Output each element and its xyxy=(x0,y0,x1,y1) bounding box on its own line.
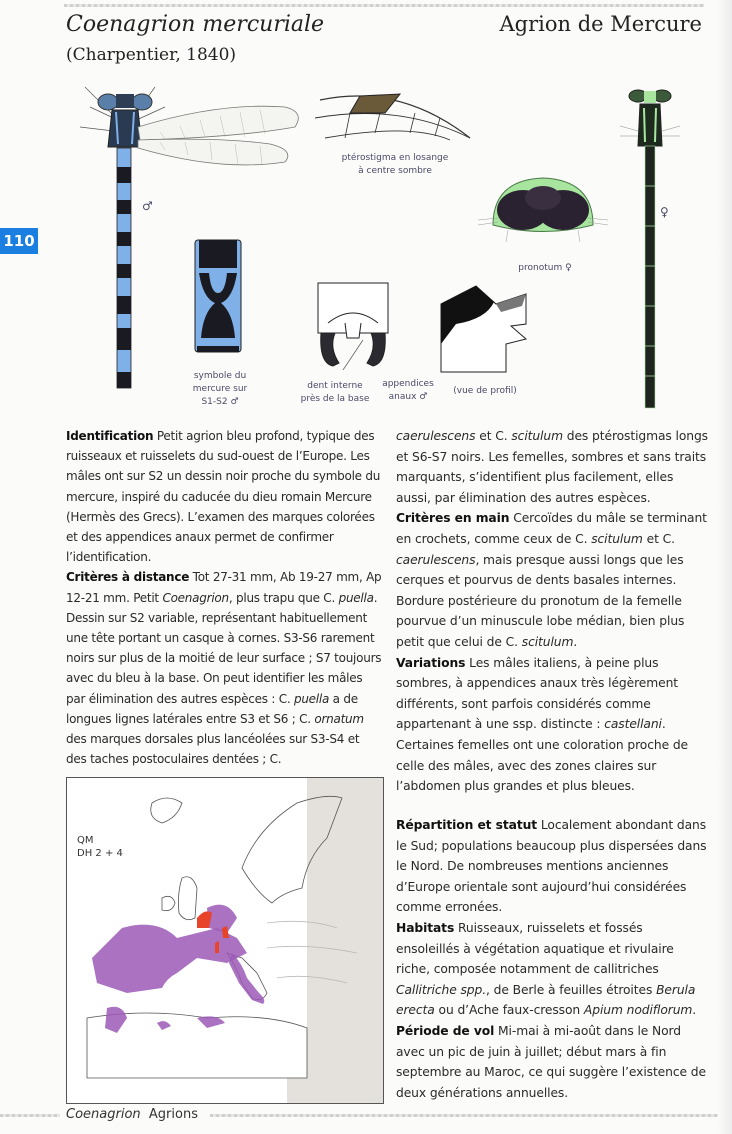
male-damselfly-illustration xyxy=(70,82,310,397)
range-tunisia xyxy=(197,1016,225,1028)
left-text-column xyxy=(66,426,382,769)
mercury-symbol-segment-illustration xyxy=(193,238,243,356)
pterostigma-illustration xyxy=(310,88,480,148)
footer-running-head: Coenagrion Agrions xyxy=(66,1107,198,1122)
periode-vol-paragraph: Période de vol Mi-mai à mi-août dans le Nord avec un pic de juin à juillet; début mars à fin septembre au Maroc, ce qui suggère l’existence de deux générations annuelles. xyxy=(396,1023,706,1100)
range-italy xyxy=(229,953,264,1004)
page-number-tab: 110 xyxy=(0,228,38,254)
iceland-outline xyxy=(151,798,182,823)
scientific-name: Coenagrion mercuriale xyxy=(66,12,325,37)
french-name: Agrion de Mercure xyxy=(499,12,702,36)
range-morocco xyxy=(105,1007,127,1033)
middle-east-shaded-region xyxy=(287,1078,383,1103)
profile-view-caption: (vue de profil) xyxy=(453,386,517,396)
range-germany xyxy=(207,905,237,933)
britain-outline xyxy=(178,877,197,920)
criteres-distance-continued: caerulescens et C. scitulum des ptérostigmas longs et S6-S7 noirs. Les femelles, sombres et sans traits marquants, s’identifient plus facilement, elles aussi, par élimination des autres espèces. xyxy=(396,429,708,505)
right-lower-text-column xyxy=(396,815,708,1103)
habitats-paragraph: Habitats Ruisseaux, ruisselets et fossés ensoleillés à végétation aquatique et rivulaire riche, composée notamment de callitriches Callitriche spp., de Berle à feuilles étroites Berula erecta ou d’Ache faux-cresson Apium nodiflorum. xyxy=(396,920,697,1018)
footer-rule-right xyxy=(210,1114,720,1117)
map-legend: QM DH 2 + 4 xyxy=(77,835,123,859)
pronotum-illustration xyxy=(478,170,608,250)
appendices-caption: appendices anaux ♂ xyxy=(382,379,434,402)
anal-appendages-profile-illustration xyxy=(436,284,531,376)
distribution-map xyxy=(66,777,384,1104)
dent-interne-caption: dent interne près de la base xyxy=(300,381,370,404)
range-algeria xyxy=(157,1021,171,1030)
pronotum-caption: pronotum ♀ xyxy=(518,263,572,273)
author-citation: (Charpentier, 1840) xyxy=(66,45,237,65)
female-symbol-label: ♀ xyxy=(660,205,669,219)
russia-shaded-region xyxy=(307,778,383,1103)
mercury-symbol-caption: symbole du mercure sur S1-S2 ♂ xyxy=(192,371,248,407)
male-symbol-label: ♂ xyxy=(142,199,153,213)
criteres-distance-paragraph: Critères à distance Tot 27-31 mm, Ab 19-27 mm, Ap 12-21 mm. Petit Coenagrion, plus trapu que C. puella. Dessin sur S2 variable, représentant habituellement une tête portant un casque à cornes. S3-S6 rarement noirs sur plus de la moitié de leur surface ; S7 toujours avec du bleu à la base. On peut identifier les mâles par élimination des autres espèces : C. puella a de longues lignes latérales entre S3 et S6 ; C. ornatum des marques dorsales plus lancéolées sur S3-S4 et des taches postoculaires dentées ; C. xyxy=(66,570,382,767)
female-damselfly-illustration xyxy=(620,86,680,411)
criteres-main-paragraph: Critères en main Cercoïdes du mâle se terminant en crochets, comme ceux de C. scitulum et C. caerulescens, mais presque aussi longs que les cerques et pourvus de dents basales internes. Bordure postérieure du pronotum de la femelle pourvue d’un minuscule lobe médian, bien plus petit que celui de C. scitulum. xyxy=(396,511,707,649)
variations-paragraph: Variations Les mâles italiens, à peine plus sombres, à appendices anaux très légèrement différents, sont parfois considérés comme appartenant à une ssp. distincte : castellani. Certaines femelles ont une coloration proche de celle des mâles, avec des zones claires sur l’abdomen plus grandes et plus bleues. xyxy=(396,655,689,794)
repartition-paragraph: Répartition et statut Localement abondant dans le Sud; populations beaucoup plus dispersées dans le Nord. De nombreuses mentions anciennes d’Europe orientale sont aujourd’hui considérées comme erronées. xyxy=(396,818,707,915)
page-gutter-shade xyxy=(718,0,732,1134)
europe-map-drawing xyxy=(67,778,383,1103)
anal-appendages-dorsal-illustration xyxy=(313,278,393,370)
identification-paragraph: Identification Petit agrion bleu profond, typique des ruisseaux et ruisselets du sud-ouest de l’Europe. Les mâles ont sur S2 un dessin noir proche du symbole du mercure, inspiré du caducée du dieu romain Mercure (Hermès des Grecs). L’examen des marques colorées et des appendices anaux permet de confirmer l’identification. xyxy=(66,429,381,565)
highlight-switzerland xyxy=(215,941,219,953)
right-text-column xyxy=(396,426,708,797)
top-rule xyxy=(64,4,704,7)
ireland-outline xyxy=(162,896,175,910)
footer-rule-left xyxy=(0,1114,60,1117)
pterostigma-caption: ptérostigma en losange à centre sombre xyxy=(341,153,449,176)
